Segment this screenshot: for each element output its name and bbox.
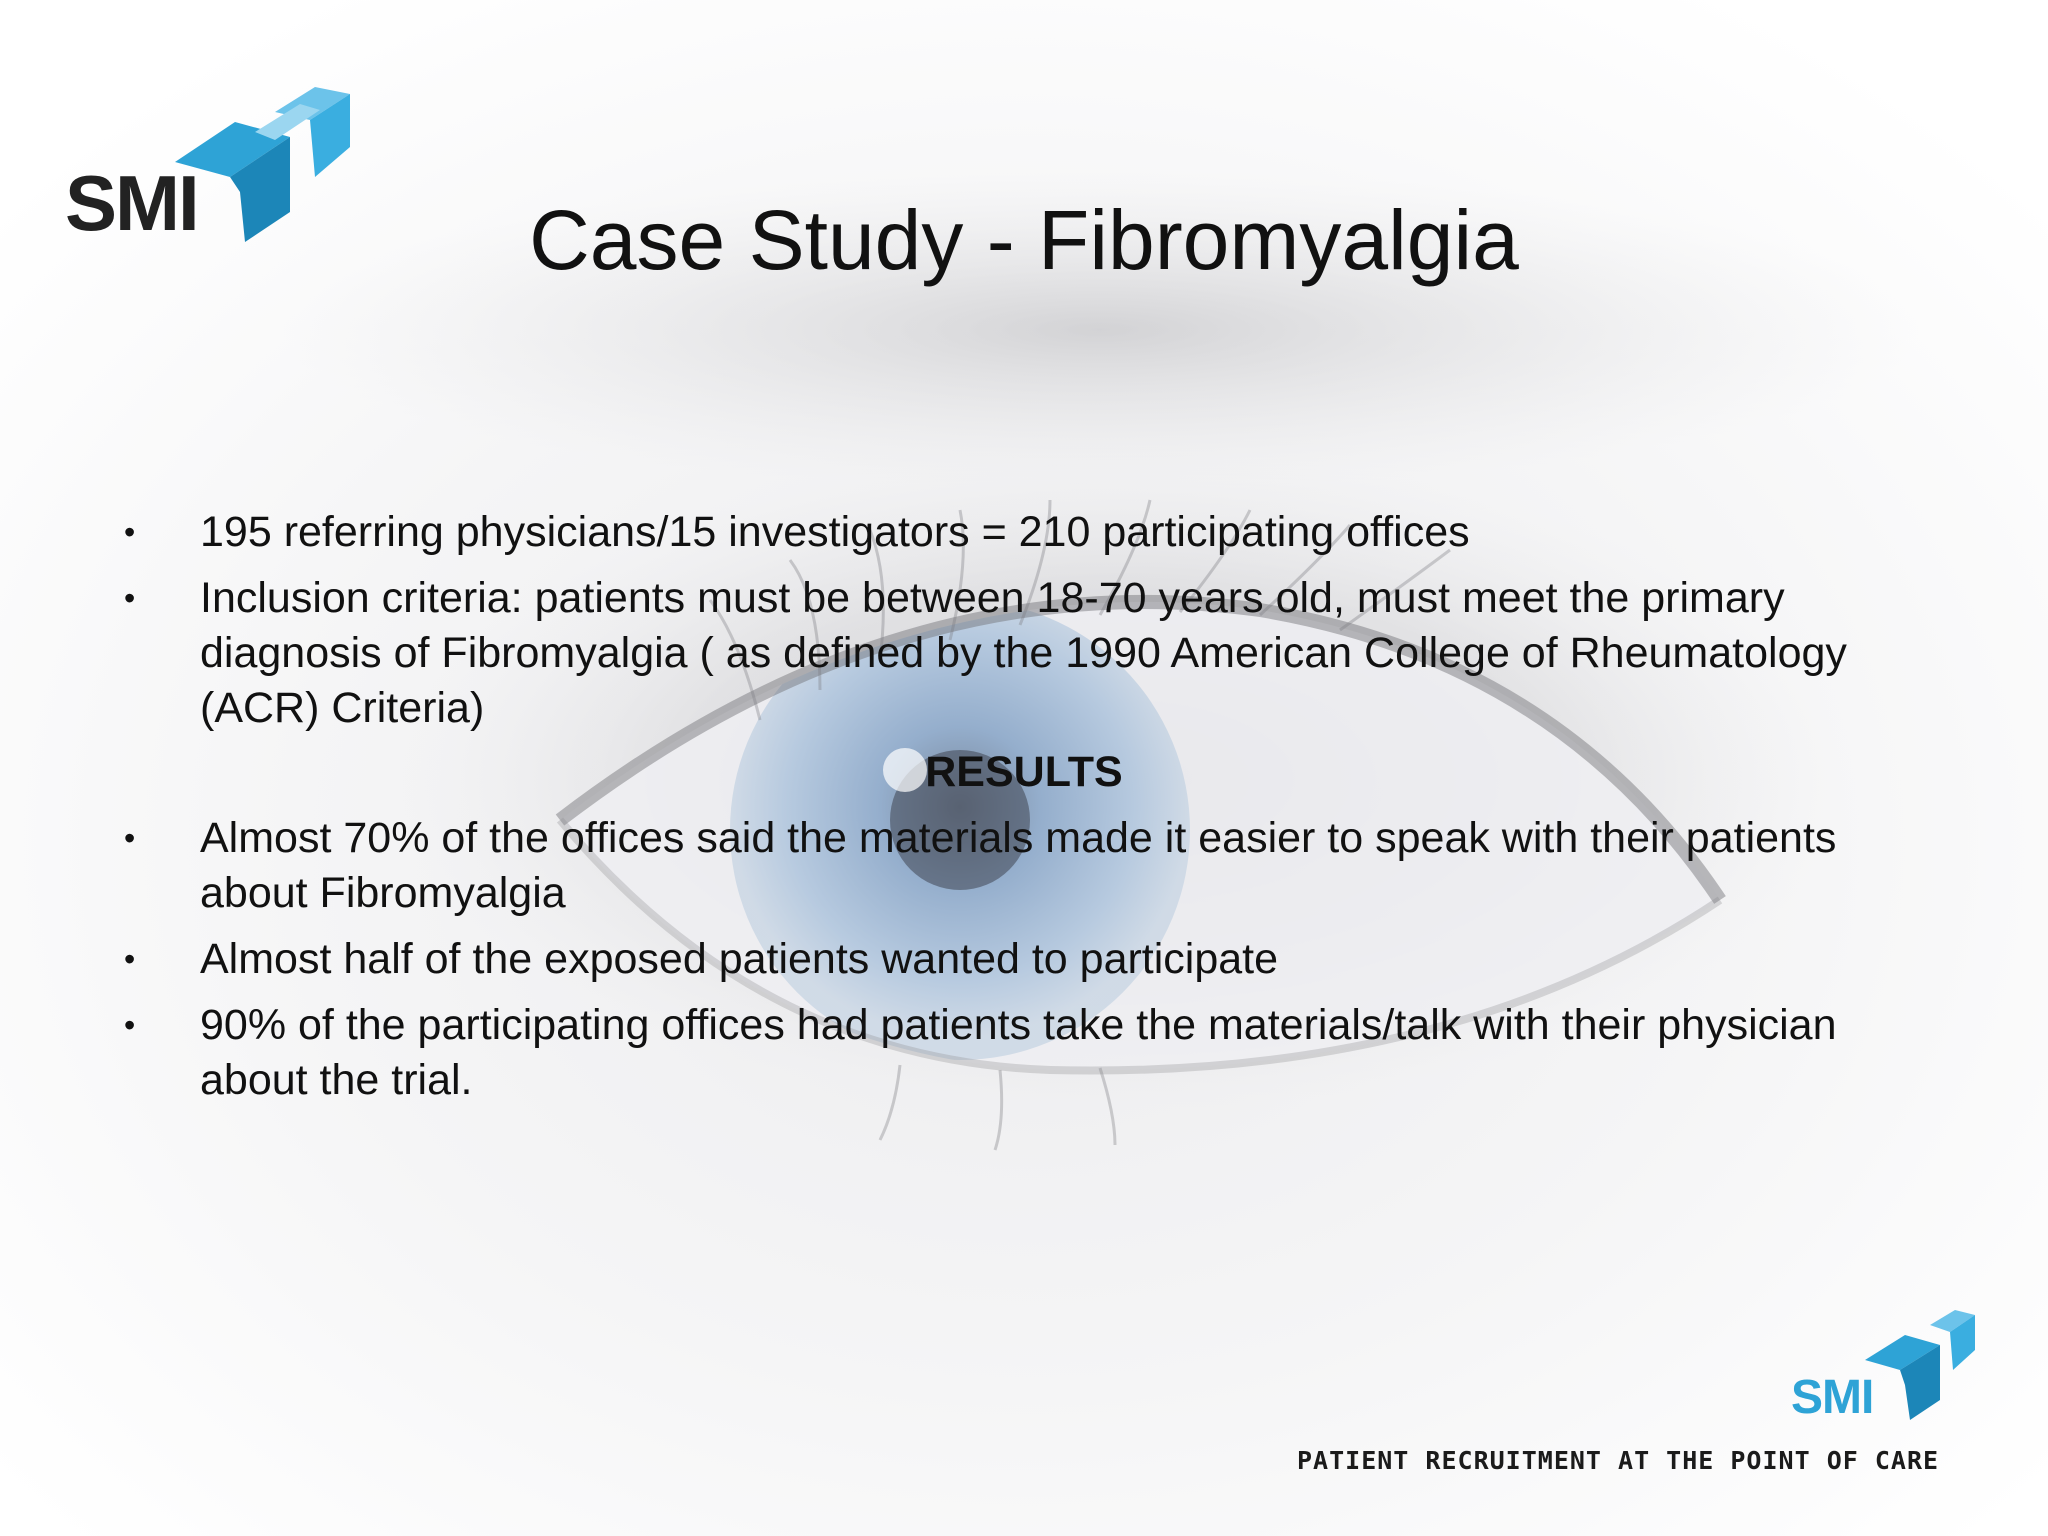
bullet-marker: • xyxy=(124,580,136,616)
bullet-text: Almost 70% of the offices said the materials made it easier to speak with their patients about Fibromyalgia xyxy=(200,814,1837,917)
results-heading: RESULTS xyxy=(925,748,1123,796)
bullet-marker: • xyxy=(124,514,136,550)
smi-logo-small xyxy=(1785,1305,1975,1425)
logo-text: SMI xyxy=(65,159,198,247)
tagline: PATIENT RECRUITMENT AT THE POINT OF CARE xyxy=(1297,1446,1940,1475)
bullet-text: Almost half of the exposed patients wanted to participate xyxy=(200,935,1279,983)
bullet-text: Inclusion criteria: patients must be between 18-70 years old, must meet the primary diagnosis of Fibromyalgia ( as defined by the 1990 American College of Rheumatology (ACR) Criteria) xyxy=(200,574,1847,732)
bullet-marker: • xyxy=(124,820,136,856)
bullet-text: 90% of the participating offices had patients take the materials/talk with their physician about the trial. xyxy=(200,1001,1837,1104)
bullet-item xyxy=(120,998,1920,1108)
bullet-item xyxy=(120,932,1920,987)
bullet-item xyxy=(120,505,1920,560)
bullet-text: 195 referring physicians/15 investigators = 210 participating offices xyxy=(200,508,1470,556)
bullet-item xyxy=(120,811,1920,921)
logo-cube-icon xyxy=(1865,1310,1975,1420)
slide-body xyxy=(120,505,1920,1119)
bullet-marker: • xyxy=(124,1007,136,1043)
slide-title: Case Study - Fibromyalgia xyxy=(529,193,1519,287)
logo-text: SMI xyxy=(1791,1371,1874,1424)
bullet-item xyxy=(120,571,1920,736)
bullet-marker: • xyxy=(124,941,136,977)
